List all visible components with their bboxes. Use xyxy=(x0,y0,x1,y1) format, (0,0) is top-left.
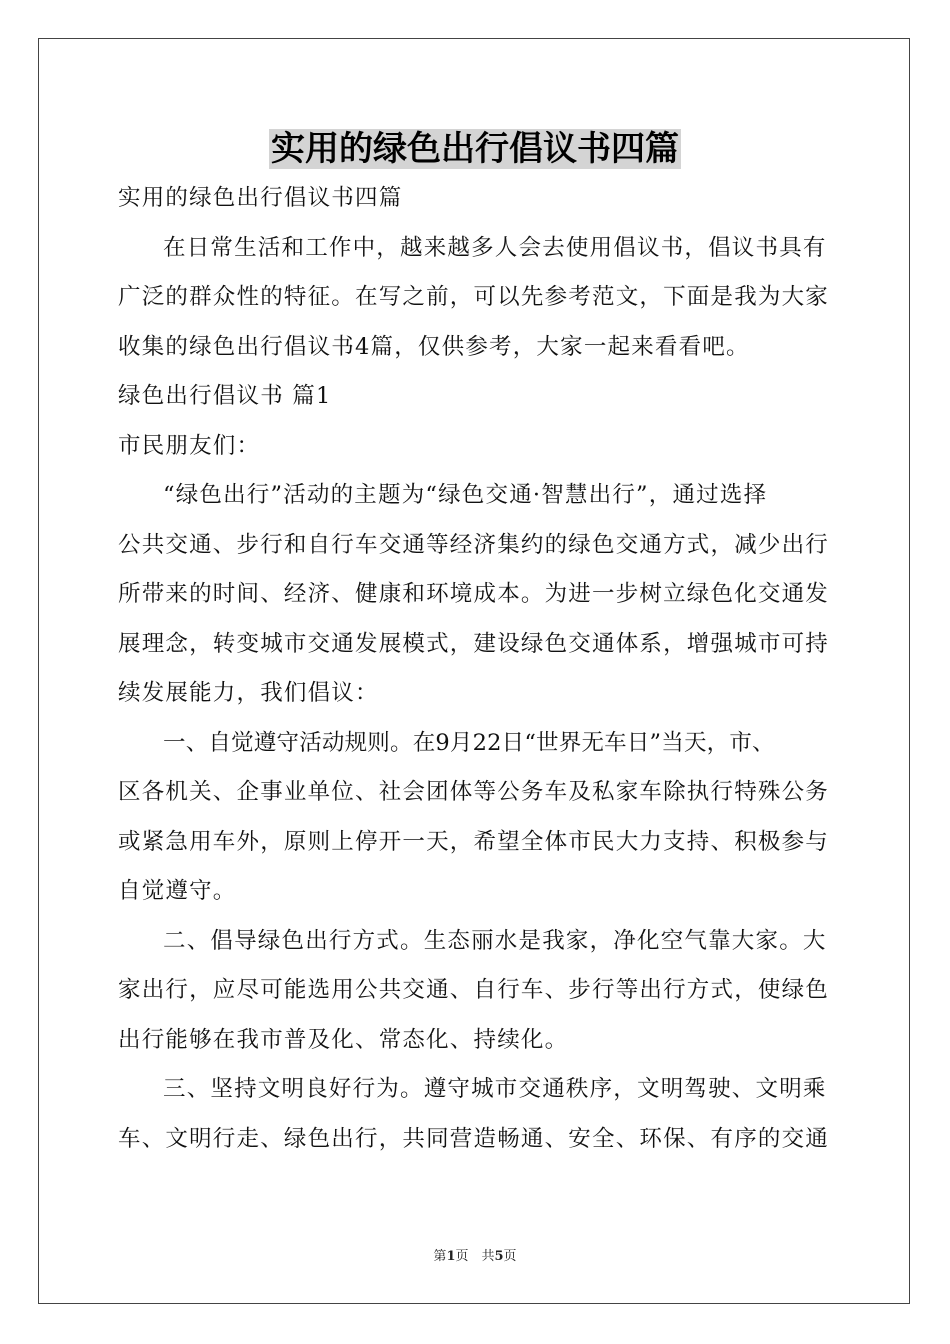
document-body xyxy=(118,174,842,1164)
page-number-total: 5 xyxy=(494,1249,504,1264)
subtitle-line: 实用的绿色出行倡议书四篇 xyxy=(118,185,403,211)
paragraph-line: 收集的绿色出行倡议书4篇，仅供参考，大家一起来看看吧。 xyxy=(118,333,750,360)
page-number-current: 1 xyxy=(446,1249,456,1264)
paragraph-line: 自觉遵守。 xyxy=(118,878,237,904)
document-title-text: 实用的绿色出行倡议书四篇 xyxy=(271,129,679,169)
paragraph-line: 公共交通、步行和自行车交通等经济集约的绿色交通方式，减少出行 xyxy=(118,531,830,558)
paragraph-line: 广泛的群众性的特征。在写之前，可以先参考范文，下面是我为大家 xyxy=(118,284,830,310)
document-title xyxy=(0,128,950,170)
paragraph-line: 所带来的时间、经济、健康和环境成本。为进一步树立绿色化交通发 xyxy=(118,581,830,607)
paragraph-line: 区各机关、企事业单位、社会团体等公务车及私家车除执行特殊公务 xyxy=(118,779,830,805)
section-heading: 绿色出行倡议书 篇1 xyxy=(118,383,332,409)
paragraph-line: 三、坚持文明良好行为。遵守城市交通秩序，文明驾驶、文明乘 xyxy=(163,1076,827,1102)
paragraph-line: 一、自觉遵守活动规则。在9月22日“世界无车日”当天，市、 xyxy=(163,729,775,756)
paragraph-line: 车、文明行走、绿色出行，共同营造畅通、安全、环保、有序的交通 xyxy=(118,1125,830,1152)
page-number-suffix: 页 xyxy=(503,1249,517,1264)
paragraph-line: 续发展能力，我们倡议： xyxy=(118,680,379,706)
paragraph-line: 或紧急用车外，原则上停开一天，希望全体市民大力支持、积极参与 xyxy=(118,828,830,855)
salutation-line: 市民朋友们： xyxy=(118,432,261,459)
paragraph-line: 在日常生活和工作中，越来越多人会去使用倡议书，倡议书具有 xyxy=(163,234,827,261)
page-footer xyxy=(0,1245,950,1264)
paragraph-line: 展理念，转变城市交通发展模式，建设绿色交通体系，增强城市可持 xyxy=(118,630,830,657)
paragraph-line: 出行能够在我市普及化、常态化、持续化。 xyxy=(118,1026,569,1053)
paragraph-line: “绿色出行”活动的主题为“绿色交通·智慧出行”，通过选择 xyxy=(163,482,768,508)
page-number-middle: 页 共 xyxy=(455,1249,495,1264)
paragraph-line: 家出行，应尽可能选用公共交通、自行车、步行等出行方式，使绿色 xyxy=(118,977,830,1003)
page-number-prefix: 第 xyxy=(433,1249,447,1264)
paragraph-line: 二、倡导绿色出行方式。生态丽水是我家，净化空气靠大家。大 xyxy=(163,927,827,954)
